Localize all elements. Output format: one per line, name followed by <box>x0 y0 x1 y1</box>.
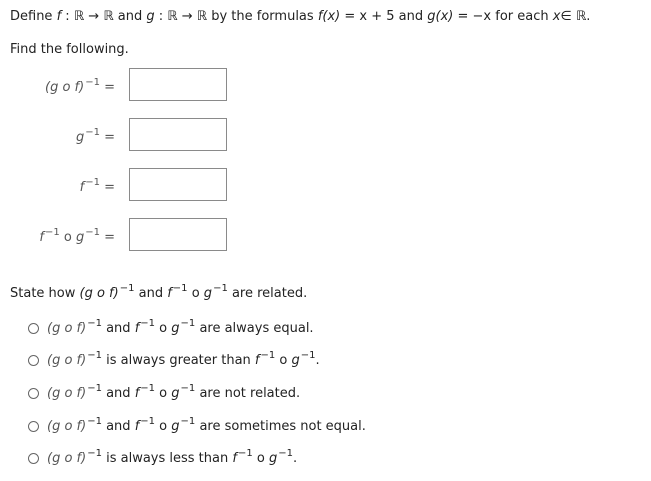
inverse-exponent: −1 <box>180 383 196 394</box>
gof-text: (g o f) <box>79 286 119 301</box>
for-each-text: for each <box>495 9 549 24</box>
option-mid: and <box>106 386 131 401</box>
inverse-exponent: −1 <box>87 318 102 329</box>
reals-symbol: ℝ <box>167 9 178 24</box>
f-symbol: f <box>232 451 237 466</box>
row-gof-inverse-label <box>0 77 115 95</box>
gof-text: (g o f) <box>47 386 87 401</box>
f-symbol: f <box>79 180 85 195</box>
g-symbol: g <box>268 451 278 466</box>
option-2-text <box>47 350 320 368</box>
answer-input-finv-compose-ginv[interactable] <box>129 218 227 251</box>
element-of-symbol: ∈ <box>560 9 572 24</box>
option-mid: and <box>106 419 131 434</box>
answer-input-gof-inverse[interactable] <box>129 68 227 101</box>
gof-text: (g o f) <box>47 419 87 434</box>
inverse-exponent: −1 <box>87 350 102 361</box>
gof-text: (g o f) <box>47 321 87 336</box>
compose-operator: o <box>63 230 72 245</box>
inverse-exponent: −1 <box>213 283 228 294</box>
answer-input-f-inverse[interactable] <box>129 168 227 201</box>
compose-operator: o <box>191 286 200 301</box>
radio-option-1[interactable] <box>28 323 39 334</box>
radio-option-2[interactable] <box>28 355 39 366</box>
inverse-exponent: −1 <box>85 177 100 188</box>
g-symbol: g <box>171 321 180 336</box>
option-3-text <box>47 383 301 401</box>
problem-statement <box>10 9 590 24</box>
f-symbol: f <box>134 419 140 434</box>
state-prefix: State how <box>10 286 76 301</box>
colon: : <box>65 9 70 24</box>
inverse-exponent: −1 <box>119 283 135 294</box>
inverse-exponent: −1 <box>180 318 196 329</box>
f-symbol: f <box>134 321 140 336</box>
f-rhs: = x + 5 <box>344 9 395 24</box>
gx-expr: g(x) <box>427 9 454 24</box>
gof-text: (g o f) <box>47 451 87 466</box>
reals-symbol: ℝ <box>575 9 587 24</box>
reals-symbol: ℝ <box>103 9 114 24</box>
colon: : <box>158 9 164 24</box>
compose-operator: o <box>159 321 168 336</box>
option-mid: is always greater than <box>106 353 251 368</box>
option-1-text <box>47 318 314 336</box>
reals-symbol: ℝ <box>73 9 85 24</box>
and-word: and <box>138 286 164 301</box>
inverse-exponent: −1 <box>140 383 156 394</box>
radio-option-5[interactable] <box>28 453 39 464</box>
f-symbol: f <box>56 9 62 24</box>
g-symbol: g <box>171 419 180 434</box>
by-formulas-text: by the formulas <box>211 9 314 24</box>
x-symbol: x <box>552 9 561 24</box>
inverse-exponent: −1 <box>85 227 100 238</box>
gof-text: (g o f) <box>47 353 87 368</box>
f-symbol: f <box>134 386 140 401</box>
g-symbol: g <box>171 386 180 401</box>
reals-symbol: ℝ <box>196 9 208 24</box>
gof-text: (g o f) <box>45 80 85 95</box>
inverse-exponent: −1 <box>44 227 60 238</box>
option-4-text <box>47 416 366 434</box>
row-finv-compose-ginv-label <box>0 227 115 245</box>
g-symbol: g <box>75 230 85 245</box>
option-end: are always equal. <box>199 321 314 336</box>
radio-option-3[interactable] <box>28 388 39 399</box>
state-prompt <box>10 283 308 301</box>
g-symbol: g <box>291 353 300 368</box>
inverse-exponent: −1 <box>140 318 156 329</box>
f-symbol: f <box>254 353 260 368</box>
inverse-exponent: −1 <box>140 416 156 427</box>
option-end: are not related. <box>199 386 301 401</box>
fx-expr: f(x) <box>317 9 341 24</box>
arrow: → <box>181 9 193 24</box>
inverse-exponent: −1 <box>85 127 100 138</box>
equals-sign: = <box>104 230 115 245</box>
option-end: . <box>292 451 298 466</box>
and-word: and <box>117 9 143 24</box>
option-5-text <box>47 448 298 466</box>
f-symbol: f <box>39 230 44 245</box>
inverse-exponent: −1 <box>180 416 196 427</box>
equals-sign: = <box>104 80 115 95</box>
state-suffix: are related. <box>231 286 308 301</box>
and-word: and <box>398 9 424 24</box>
option-mid: and <box>106 321 131 336</box>
inverse-exponent: −1 <box>87 416 102 427</box>
period: . <box>586 9 591 24</box>
answer-input-g-inverse[interactable] <box>129 118 227 151</box>
inverse-exponent: −1 <box>278 448 293 459</box>
instruction-text: Find the following. <box>10 42 129 57</box>
g-symbol: g <box>203 286 213 301</box>
radio-option-4[interactable] <box>28 421 39 432</box>
compose-operator: o <box>159 386 168 401</box>
compose-operator: o <box>159 419 168 434</box>
inverse-exponent: −1 <box>172 283 188 294</box>
f-symbol: f <box>167 286 172 301</box>
inverse-exponent: −1 <box>237 448 253 459</box>
arrow: → <box>88 9 100 24</box>
compose-operator: o <box>256 451 265 466</box>
inverse-exponent: −1 <box>87 383 102 394</box>
compose-operator: o <box>279 353 288 368</box>
equals-sign: = <box>104 180 115 195</box>
inverse-exponent: −1 <box>300 350 316 361</box>
g-rhs: = −x <box>457 9 492 24</box>
inverse-exponent: −1 <box>260 350 276 361</box>
inverse-exponent: −1 <box>85 77 100 88</box>
g-symbol: g <box>146 9 155 24</box>
row-g-inverse-label <box>0 127 115 145</box>
option-mid: is always less than <box>106 451 229 466</box>
equals-sign: = <box>104 130 115 145</box>
option-end: are sometimes not equal. <box>199 419 366 434</box>
row-f-inverse-label <box>0 177 115 195</box>
define-word: Define <box>10 9 53 24</box>
option-end: . <box>315 353 320 368</box>
inverse-exponent: −1 <box>87 448 102 459</box>
g-symbol: g <box>75 130 85 145</box>
